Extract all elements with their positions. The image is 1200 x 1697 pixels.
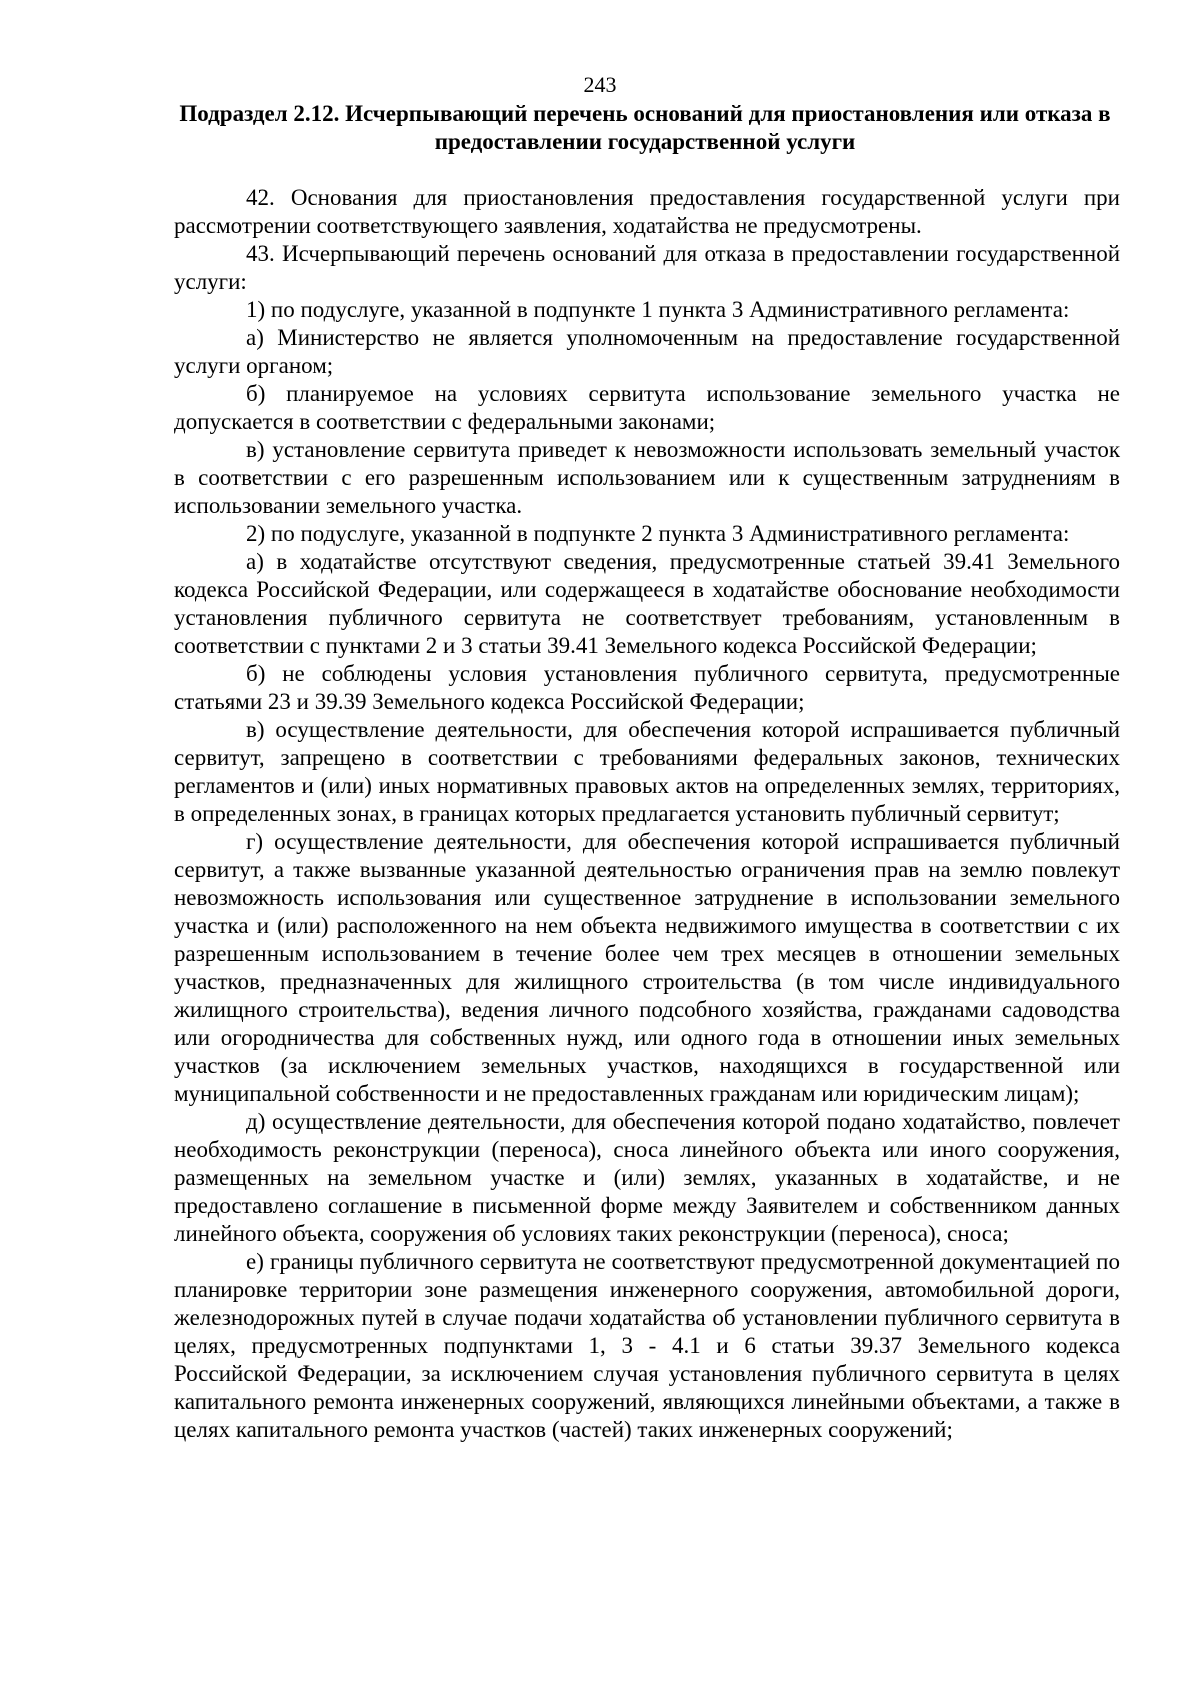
paragraph-43: 43. Исчерпывающий перечень оснований для отказа в предоставлении государственной услуги: [174, 241, 1120, 294]
list-item-1a: а) Министерство не является уполномоченным на предоставление государственной услуги органом; [174, 325, 1120, 378]
section-heading: Подраздел 2.12. Исчерпывающий перечень оснований для приостановления или отказа в предоставлении государственной услуги [179, 101, 1111, 154]
list-item-2a: а) в ходатайстве отсутствуют сведения, предусмотренные статьей 39.41 Земельного кодекса Российской Федерации, или содержащееся в ходатайстве обоснование необходимости установления публичного сервитута не соответствует требованиям, установленным в соответствии с пунктами 2 и 3 статьи 39.41 Земельного кодекса Российской Федерации; [174, 549, 1120, 658]
list-item-2g: г) осуществление деятельности, для обеспечения которой испрашивается публичный сервитут, а также вызванные указанной деятельностью ограничения прав на землю повлекут невозможность использования или существенное затруднение в использовании земельного участка и (или) расположенного на нем объекта недвижимого имущества в соответствии с их разрешенным использованием в течение более чем трех месяцев в отношении земельных участков, предназначенных для жилищного строительства (в том числе индивидуального жилищного строительства), ведения личного подсобного хозяйства, гражданами садоводства или огородничества для собственных нужд, или одного года в отношении иных земельных участков (за исключением земельных участков, находящихся в государственной или муниципальной собственности и не предоставленных гражданам или юридическим лицам); [174, 829, 1120, 1106]
list-item-2e: е) границы публичного сервитута не соответствуют предусмотренной документацией по планировке территории зоне размещения инженерного сооружения, автомобильной дороги, железнодорожных путей в случае подачи ходатайства об установлении публичного сервитута в целях, предусмотренных подпунктами 1, 3 - 4.1 и 6 статьи 39.37 Земельного кодекса Российской Федерации, за исключением случая установления публичного сервитута в целях капитального ремонта инженерных сооружений, являющихся линейными объектами, а также в целях капитального ремонта участков (частей) таких инженерных сооружений; [174, 1249, 1120, 1442]
paragraph-42: 42. Основания для приостановления предоставления государственной услуги при рассмотрении соответствующего заявления, ходатайства не предусмотрены. [174, 185, 1120, 238]
document-body [174, 184, 1120, 1444]
page-number: 243 [583, 72, 617, 97]
list-item-1v: в) установление сервитута приведет к невозможности использовать земельный участок в соответствии с его разрешенным использованием или к существенным затруднениям в использовании земельного участка. [174, 437, 1120, 518]
list-item-1: 1) по подуслуге, указанной в подпункте 1 пункта 3 Административного регламента: [246, 297, 1070, 322]
list-item-2v: в) осуществление деятельности, для обеспечения которой испрашивается публичный сервитут, запрещено в соответствии с требованиями федеральных законов, технических регламентов и (или) иных нормативных правовых актов на определенных землях, территориях, в определенных зонах, в границах которых предлагается установить публичный сервитут; [174, 717, 1120, 826]
list-item-2b: б) не соблюдены условия установления публичного сервитута, предусмотренные статьями 23 и 39.39 Земельного кодекса Российской Федерации; [174, 661, 1120, 714]
list-item-1b: б) планируемое на условиях сервитута использование земельного участка не допускается в соответствии с федеральными законами; [174, 381, 1120, 434]
list-item-2d: д) осуществление деятельности, для обеспечения которой подано ходатайство, повлечет необходимость реконструкции (переноса), сноса линейного объекта или иного сооружения, размещенных на земельном участке и (или) землях, указанных в ходатайстве, и не предоставлено соглашение в письменной форме между Заявителем и собственником данных линейного объекта, сооружения об условиях таких реконструкции (переноса), сноса; [174, 1109, 1120, 1246]
list-item-2: 2) по подуслуге, указанной в подпункте 2 пункта 3 Административного регламента: [246, 521, 1070, 546]
